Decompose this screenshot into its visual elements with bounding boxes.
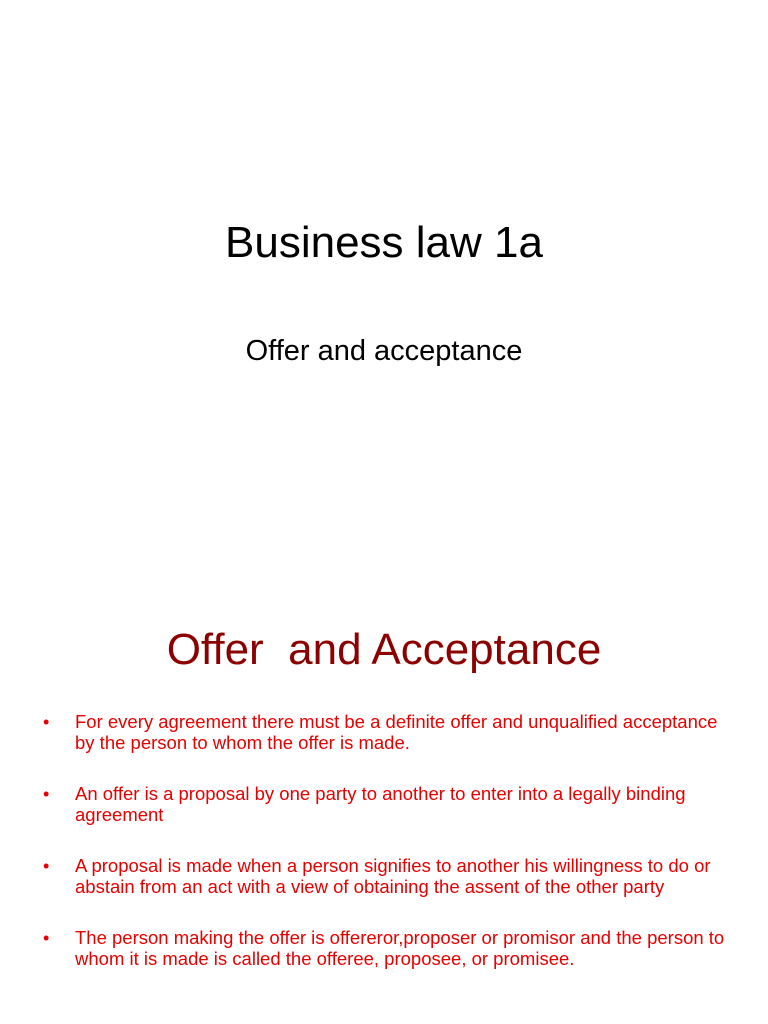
bullet-icon: • (43, 712, 50, 732)
slide-1-subtitle: Offer and acceptance (245, 335, 523, 367)
bullet-item-4 (43, 928, 733, 969)
bullet-item-3 (43, 856, 733, 897)
bullet-icon: • (43, 784, 50, 804)
slide-1-title: Business law 1a (225, 218, 543, 267)
bullet-text-2: An offer is a proposal by one party to another to enter into a legally binding agreement (75, 783, 686, 825)
bullet-item-2 (43, 784, 733, 825)
bullet-icon: • (43, 928, 50, 948)
slide-2-title: Offer and Acceptance (166, 625, 602, 674)
bullet-icon: • (43, 856, 50, 876)
bullet-item-1 (43, 712, 733, 753)
bullet-text-4: The person making the offer is offereror,proposer or promisor and the person to whom it is made is called the offeree, proposee, or promisee. (75, 927, 725, 969)
bullet-text-1: For every agreement there must be a definite offer and unqualified acceptance by the person to whom the offer is made. (75, 711, 718, 753)
slide-2 (0, 576, 768, 1024)
bullet-text-3: A proposal is made when a person signifies to another his willingness to do or abstain from an act with a view of obtaining the assent of the other party (75, 855, 711, 897)
bullet-list (43, 712, 733, 1000)
